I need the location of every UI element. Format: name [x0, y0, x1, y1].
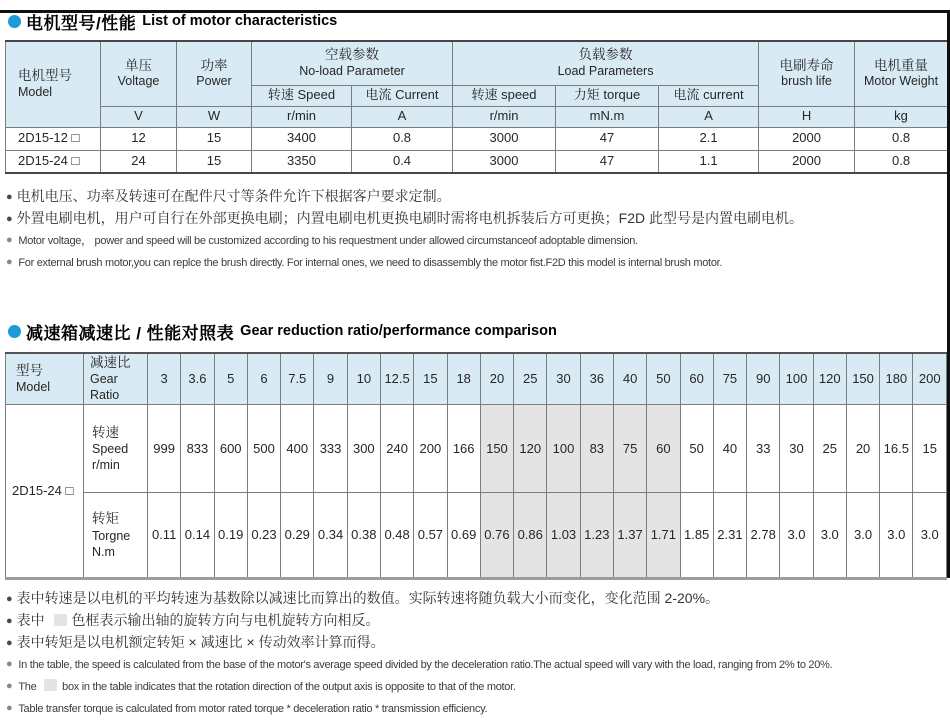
- voltage-header-zh: 单压: [125, 57, 152, 73]
- note-line: ● In the table, the speed is calculated from the base of the motor's average speed divided by the deceleration ratio.The actual speed will vary with the load, ranging from 2% to 20%.: [6, 658, 833, 672]
- load-group-header: [453, 41, 759, 85]
- note-bullet-icon: ●: [6, 680, 13, 693]
- gear-torque-cell: 0.48: [380, 493, 413, 579]
- power-column-header: [177, 41, 252, 106]
- gear-ratio-cell: 30: [547, 353, 580, 405]
- gear-speed-cell: 50: [680, 405, 713, 493]
- note-bullet-icon: ●: [6, 615, 13, 628]
- gear-torque-cell: 1.37: [613, 493, 646, 579]
- brush-header-zh: 电刷寿命: [779, 57, 834, 73]
- blue-bullet-icon: [8, 325, 21, 338]
- note-line: ● Table transfer torque is calculated from motor rated torque * deceleration ratio * transmission efficiency.: [6, 702, 488, 716]
- note-line: ● For external brush motor,you can replce the brush directly. For internal ones, we need to disassembly the motor fist.F2D this model is internal brush motor.: [6, 256, 723, 269]
- load-speed-subheader: 转速 speed: [453, 85, 556, 106]
- brush-header-en: brush life: [781, 74, 832, 89]
- note-bullet-icon: ●: [6, 702, 13, 715]
- gear-model-header-en: Model: [16, 379, 51, 394]
- gear-speed-cell: 33: [747, 405, 780, 493]
- brush-life-column-header: [759, 41, 855, 106]
- load-speed-cell: 3000: [453, 127, 556, 150]
- note-bullet-icon: ●: [6, 213, 13, 225]
- gear-ratio-cell: 200: [913, 353, 947, 405]
- weight-header-zh: 电机重量: [874, 57, 929, 73]
- gear-ratio-column-header: [84, 353, 148, 405]
- gear-ratio-cell: 10: [347, 353, 380, 405]
- gear-ratio-cell: 3: [148, 353, 181, 405]
- gear-torque-cell: 1.71: [647, 493, 680, 579]
- voltage-cell: 24: [101, 150, 177, 173]
- gear-ratio-cell: 20: [480, 353, 513, 405]
- note-bullet-icon: ●: [6, 256, 13, 268]
- brush-life-unit: H: [759, 106, 855, 127]
- title-zh: 电机型号/性能: [26, 13, 137, 33]
- gear-ratio-table: [5, 352, 947, 580]
- motor-characteristics-title: [8, 10, 950, 32]
- gear-speed-cell: 120: [514, 405, 547, 493]
- blue-bullet-icon: [8, 15, 21, 28]
- voltage-cell: 12: [101, 127, 177, 150]
- gear-ratio-cell: 7.5: [281, 353, 314, 405]
- noload-header-en: No-load Parameter: [299, 63, 405, 78]
- gear-speed-cell: 25: [813, 405, 846, 493]
- table-row: [6, 150, 948, 173]
- note-bullet-icon: ●: [6, 234, 13, 246]
- load-speed-unit: r/min: [453, 106, 556, 127]
- gear-speed-cell: 400: [281, 405, 314, 493]
- load-header-zh: 负载参数: [578, 47, 633, 62]
- page-top-edge: [0, 10, 950, 13]
- gear-torque-cell: 0.76: [480, 493, 513, 579]
- motor-notes: [6, 186, 950, 274]
- gear-ratio-cell: 18: [447, 353, 480, 405]
- gear-ratio-cell: 75: [713, 353, 746, 405]
- power-header-en: Power: [196, 74, 232, 89]
- note-line: ● 电机电压、功率及转速可在配件尺寸等条件允许下根据客户要求定制。: [6, 188, 451, 204]
- noload-speed-subheader: 转速 Speed: [252, 85, 352, 106]
- gear-ratio-cell: 60: [680, 353, 713, 405]
- note-bullet-icon: ●: [6, 658, 13, 671]
- brush-life-cell: 2000: [759, 127, 855, 150]
- power-unit: W: [177, 106, 252, 127]
- model-cell: 2D15-12 □: [6, 127, 101, 150]
- gear-ratio-title: [8, 320, 950, 342]
- model-cell: 2D15-24 □: [6, 150, 101, 173]
- load-torque-subheader: 力矩 torque: [556, 85, 659, 106]
- load-header-en: Load Parameters: [557, 63, 654, 78]
- weight-cell: 0.8: [855, 150, 948, 173]
- title-zh: 减速箱减速比 / 性能对照表: [26, 323, 235, 343]
- gear-torque-cell: 0.38: [347, 493, 380, 579]
- noload-current-subheader: 电流 Current: [352, 85, 453, 106]
- load-current-subheader: 电流 current: [659, 85, 759, 106]
- note-bullet-icon: ●: [6, 593, 13, 606]
- gear-torque-cell: 0.19: [214, 493, 247, 579]
- voltage-header-en: Voltage: [117, 74, 160, 89]
- gear-torque-cell: 0.14: [181, 493, 214, 579]
- weight-unit: kg: [855, 106, 948, 127]
- note-line: ● Motor voltage， power and speed will be customized according to his requestment under allowed circumstanceof adoptable dimension.: [6, 234, 638, 247]
- load-current-cell: 1.1: [659, 150, 759, 173]
- gear-torque-cell: 0.11: [148, 493, 181, 579]
- noload-speed-cell: 3350: [252, 150, 352, 173]
- gear-torque-cell: 0.69: [447, 493, 480, 579]
- brush-life-cell: 2000: [759, 150, 855, 173]
- gear-ratio-cell: 50: [647, 353, 680, 405]
- speed-label-zh: 转速: [92, 424, 119, 440]
- gear-torque-cell: 0.86: [514, 493, 547, 579]
- noload-speed-cell: 3400: [252, 127, 352, 150]
- voltage-column-header: [101, 41, 177, 106]
- model-column-header: [6, 41, 101, 127]
- gear-ratio-cell: 25: [514, 353, 547, 405]
- load-torque-cell: 47: [556, 150, 659, 173]
- power-header-zh: 功率: [200, 57, 228, 73]
- gear-ratio-cell: 3.6: [181, 353, 214, 405]
- gear-ratio-cell: 12.5: [380, 353, 413, 405]
- note-line: ● 外置电刷电机，用户可自行在外部更换电刷；内置电刷电机更换电刷时需将电机拆装后方可更换；F2D 此型号是内置电刷电机。: [6, 210, 803, 226]
- gear-torque-cell: 2.31: [713, 493, 746, 579]
- gear-ratio-cell: 150: [846, 353, 879, 405]
- gear-model-cell: 2D15-24 □: [6, 405, 84, 579]
- gear-speed-cell: 83: [580, 405, 613, 493]
- gear-torque-row: [6, 493, 947, 579]
- note-line: ● 表中转速是以电机的平均转速为基数除以减速比而算出的数值。实际转速将随负载大小而变化，变化范围 2-20%。: [6, 590, 720, 607]
- note-bullet-icon: ●: [6, 191, 13, 203]
- gear-ratio-cell: 100: [780, 353, 813, 405]
- gear-torque-cell: 0.29: [281, 493, 314, 579]
- gear-notes: [6, 588, 950, 720]
- gear-speed-cell: 833: [181, 405, 214, 493]
- gear-torque-cell: 0.57: [414, 493, 447, 579]
- gear-speed-cell: 75: [613, 405, 646, 493]
- gear-torque-cell: 3.0: [813, 493, 846, 579]
- torque-label-cell: [84, 493, 148, 579]
- load-speed-cell: 3000: [453, 150, 556, 173]
- table-row: [6, 127, 948, 150]
- gear-torque-cell: 1.03: [547, 493, 580, 579]
- gear-model-header-zh: 型号: [16, 362, 43, 378]
- gear-speed-cell: 300: [347, 405, 380, 493]
- gear-ratio-cell: 120: [813, 353, 846, 405]
- gear-speed-cell: 240: [380, 405, 413, 493]
- gear-torque-cell: 2.78: [747, 493, 780, 579]
- gear-speed-cell: 500: [247, 405, 280, 493]
- gear-torque-cell: 0.34: [314, 493, 347, 579]
- gear-header-row: [6, 353, 947, 405]
- noload-header-zh: 空载参数: [325, 47, 379, 62]
- torque-label-zh: 转矩: [92, 511, 119, 527]
- gear-torque-cell: 3.0: [880, 493, 913, 579]
- power-cell: 15: [177, 150, 252, 173]
- gear-speed-cell: 60: [647, 405, 680, 493]
- voltage-unit: V: [101, 106, 177, 127]
- title-en: Gear reduction ratio/performance comparison: [240, 323, 557, 339]
- gear-speed-cell: 333: [314, 405, 347, 493]
- motor-characteristics-table: [5, 40, 948, 174]
- note-bullet-icon: ●: [6, 637, 13, 650]
- gear-model-column-header: [6, 353, 84, 405]
- gear-speed-cell: 20: [846, 405, 879, 493]
- gear-ratio-cell: 40: [613, 353, 646, 405]
- power-cell: 15: [177, 127, 252, 150]
- noload-current-cell: 0.8: [352, 127, 453, 150]
- weight-column-header: [855, 41, 948, 106]
- gear-speed-cell: 16.5: [880, 405, 913, 493]
- model-header-en: Model: [18, 84, 53, 99]
- gray-box-swatch: [44, 679, 57, 691]
- gear-speed-cell: 166: [447, 405, 480, 493]
- load-torque-unit: mN.m: [556, 106, 659, 127]
- noload-current-unit: A: [352, 106, 453, 127]
- gear-speed-cell: 100: [547, 405, 580, 493]
- load-current-unit: A: [659, 106, 759, 127]
- gear-torque-cell: 3.0: [913, 493, 947, 579]
- weight-cell: 0.8: [855, 127, 948, 150]
- gear-ratio-cell: 15: [414, 353, 447, 405]
- gray-box-swatch: [54, 614, 67, 626]
- gear-speed-cell: 600: [214, 405, 247, 493]
- weight-header-en: Motor Weight: [863, 74, 939, 89]
- gear-torque-cell: 3.0: [846, 493, 879, 579]
- gear-ratio-header-zh: 减速比: [90, 355, 131, 370]
- gear-speed-cell: 999: [148, 405, 181, 493]
- gear-speed-row: [6, 405, 947, 493]
- speed-label-cell: [84, 405, 148, 493]
- gear-speed-cell: 30: [780, 405, 813, 493]
- gear-torque-cell: 1.23: [580, 493, 613, 579]
- gear-ratio-cell: 180: [880, 353, 913, 405]
- gear-speed-cell: 150: [480, 405, 513, 493]
- gear-speed-cell: 200: [414, 405, 447, 493]
- gear-ratio-cell: 36: [580, 353, 613, 405]
- speed-label-unit: r/min: [92, 458, 120, 473]
- gear-ratio-cell: 90: [747, 353, 780, 405]
- noload-current-cell: 0.4: [352, 150, 453, 173]
- gear-torque-cell: 0.23: [247, 493, 280, 579]
- torque-label-unit: N.m: [92, 544, 115, 559]
- title-en: List of motor characteristics: [142, 13, 338, 29]
- torque-label-en: Torgne: [92, 528, 131, 543]
- gear-ratio-cell: 6: [247, 353, 280, 405]
- gear-ratio-cell: 5: [214, 353, 247, 405]
- model-header-zh: 电机型号: [18, 68, 72, 83]
- load-torque-cell: 47: [556, 127, 659, 150]
- note-line: ● 表中转矩是以电机额定转矩 × 减速比 × 传动效率计算而得。: [6, 634, 385, 651]
- gear-speed-cell: 15: [913, 405, 947, 493]
- gear-ratio-cell: 9: [314, 353, 347, 405]
- gear-torque-cell: 1.85: [680, 493, 713, 579]
- gear-ratio-header-en: Gear Ratio: [90, 371, 120, 402]
- note-line: ● The box in the table indicates that the rotation direction of the output axis is opposite to that of the motor.: [6, 680, 516, 694]
- gear-torque-cell: 3.0: [780, 493, 813, 579]
- noload-speed-unit: r/min: [252, 106, 352, 127]
- load-current-cell: 2.1: [659, 127, 759, 150]
- speed-label-en: Speed: [92, 442, 129, 457]
- note-line: ● 表中 色框表示输出轴的旋转方向与电机旋转方向相反。: [6, 612, 380, 629]
- noload-group-header: [252, 41, 453, 85]
- gear-speed-cell: 40: [713, 405, 746, 493]
